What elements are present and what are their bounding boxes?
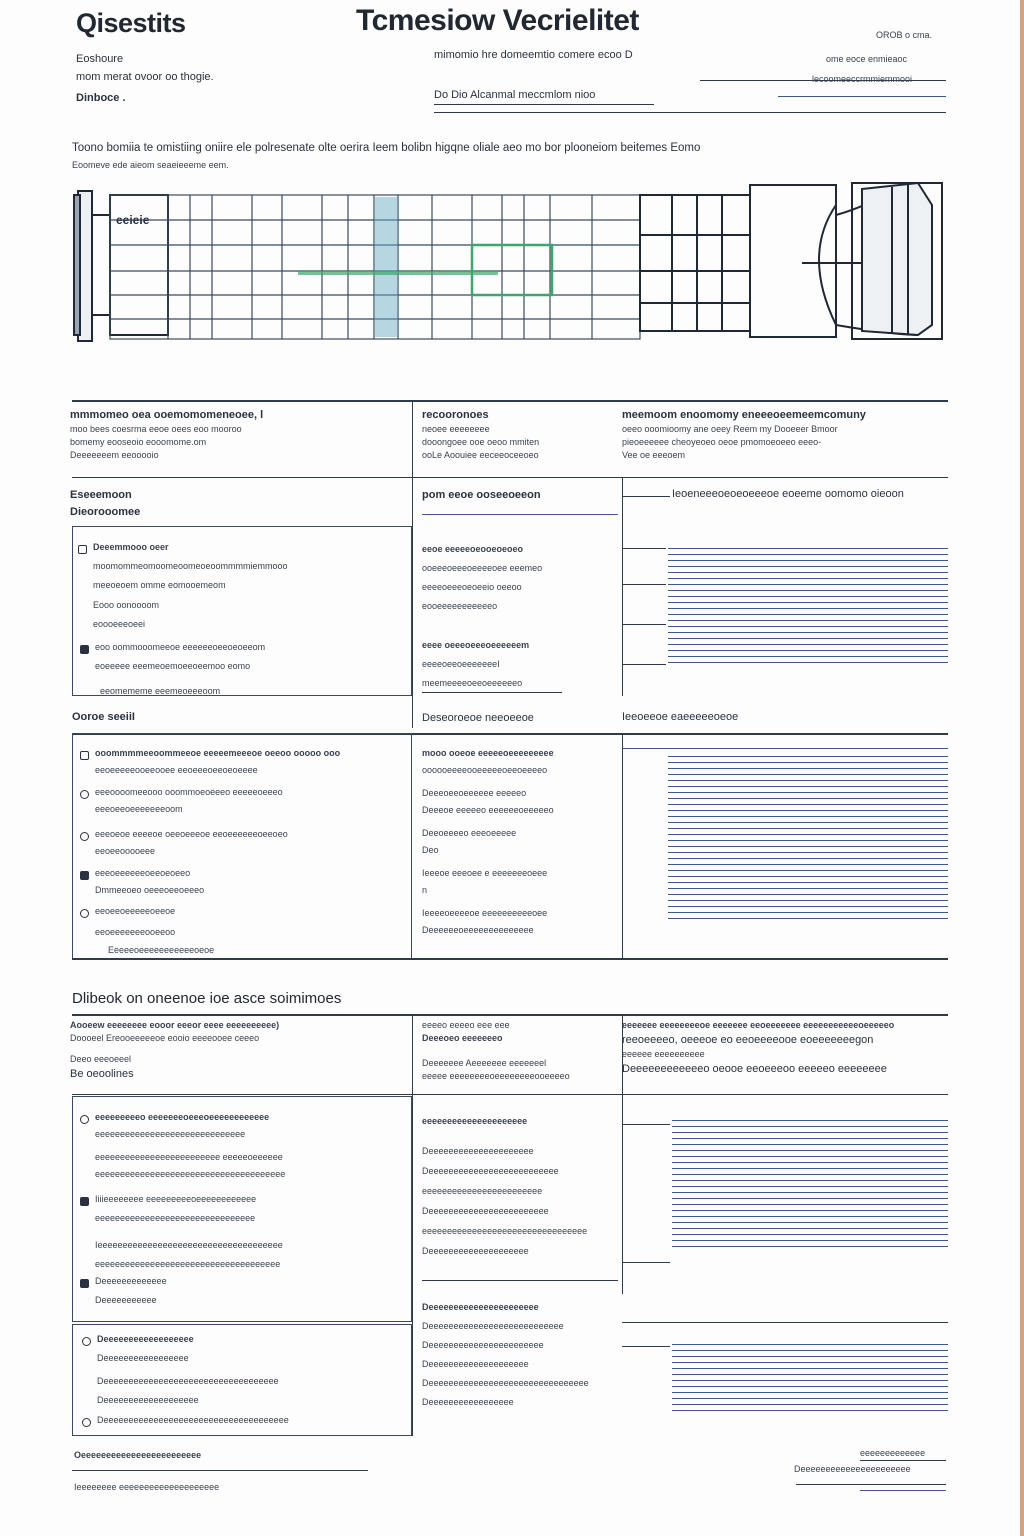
section3-left-header xyxy=(70,1020,406,1081)
item-line: eeeoooomeeooo ooommoeoeeeo eeeeeoeeeo xyxy=(95,787,283,797)
item-line: eeeeeeeeeeeeeeeeeeeeeeeeeeeeeeeeeeeeee xyxy=(95,1169,286,1179)
section3-right-lines-2 xyxy=(672,1344,948,1416)
footer-right-rule-3 xyxy=(860,1490,946,1491)
item-line: eoooeeeoeei xyxy=(93,619,146,629)
component-diagram xyxy=(72,175,952,347)
footer-right-rule-1 xyxy=(860,1460,946,1461)
section1-right-lines xyxy=(668,548,948,668)
section3-left-item-2 xyxy=(97,1376,403,1406)
mid-line: Ieeeeoeeeeoe eeeeeeeeeeoee xyxy=(422,908,548,918)
section3-mid-header-line: eeeee eeeeeeeeoeeeeeeeeooeeeeo xyxy=(422,1071,570,1081)
item-line: Deeeeeeeeeeeeeeeeeee xyxy=(97,1395,199,1405)
item-line: eeeoeeeeeeoeeoeoeeo xyxy=(95,868,191,878)
radio-icon[interactable] xyxy=(80,909,89,918)
section3-left-header-line: Deeo eeeoeeel xyxy=(70,1054,132,1064)
section3-left-item-2 xyxy=(82,1415,408,1427)
intro-line-2: Eoomeve ede aieom seaeieeeme eem. xyxy=(72,160,229,170)
footer-left-rule xyxy=(72,1470,368,1471)
section2-left-item xyxy=(80,829,406,857)
item-line: Ieeeeeeeeeeeeeeeeeeeeeeeeeeeeeeeeeeeee xyxy=(95,1240,283,1250)
section3-left-header-line: Aooeew eeeeeeee eooor eeeor eeee eeeeeeeeee) xyxy=(70,1020,280,1030)
section3-left-item xyxy=(80,1194,406,1224)
section3-divider-1 xyxy=(412,1014,413,1436)
section1-right-header-line: oeeo ooomioomy ane oeey Reem my Dooeeer Bmoor xyxy=(622,424,838,434)
item-line: meeoeoem omme eomooemeom xyxy=(93,580,226,590)
item-line: Deeeeeeeeeeeeeeeeeeeeeeeeeeeeeeeeeee xyxy=(97,1376,279,1386)
radio-icon[interactable] xyxy=(80,1115,89,1124)
item-line: ooommmmeeoommeeoe eeeeemeeeoe oeeoo ooooo ooo xyxy=(95,748,341,758)
item-line: Deeeeeeeeeeeee xyxy=(95,1276,167,1286)
section3-left-header-line: Be oeoolines xyxy=(70,1068,134,1080)
section1-left-footer: eeomememe eeemeoeeeoom xyxy=(100,686,221,696)
mid-line: Deeeeeeeeeeeeeeeeeeee xyxy=(422,1359,529,1369)
section3-right-header xyxy=(622,1020,948,1076)
header-left-line-3: Dinboce . xyxy=(76,92,126,104)
section1-left-header xyxy=(70,408,406,461)
section1-mid-list xyxy=(422,544,618,612)
mid-line: Deeeeeeeeeeeeeeeeeeeeeeeeeee xyxy=(422,1321,564,1331)
section3-left-header-line: Doooeel Ereooeeeeeoe eooio eeeeooee ceeeo xyxy=(70,1033,260,1043)
section3-mid-list-2 xyxy=(422,1302,618,1408)
checkbox-icon[interactable] xyxy=(78,545,87,554)
section1-right-leader xyxy=(622,548,666,549)
item-line: Deeeeeeeeeeeeeeeee xyxy=(97,1353,189,1363)
section3-mid-list xyxy=(422,1116,618,1257)
section1-mid-title-rule xyxy=(422,514,618,515)
section1-top-rule xyxy=(72,400,948,402)
brand-title: Qisestits xyxy=(76,8,186,38)
item-line: Iiiieeeeeeee eeeeeeeeeoeeeeeeeeeeee xyxy=(95,1194,257,1204)
mid-line: Deeeeeeeeeeeeeeeeeeee xyxy=(422,1246,529,1256)
section3-right-mid-rule xyxy=(622,1322,948,1323)
section3-mid-header-line: Deeeoeo eeeeeeeo xyxy=(422,1033,503,1043)
section1-right-leader xyxy=(622,624,666,625)
section2-bottom-rule xyxy=(72,958,948,960)
mid-line: mooo ooeoe eeeeeoeeeeeeeee xyxy=(422,748,554,758)
header-right-rule-2 xyxy=(778,96,946,97)
section1-mid-title: pom eeoe ooseeoeeon xyxy=(422,489,541,501)
mid-line: ooeeeoeeeoeeeeoee eeemeo xyxy=(422,563,543,573)
section1-mid-header-line: dooongoee ooe oeoo mmiten xyxy=(422,437,540,447)
section1-mid-header-line: neoee eeeeeeee xyxy=(422,424,490,434)
item-line: eeeeeeeeeeeeeeeeeeeeeeeeeeeeeeeeeeeee xyxy=(95,1259,281,1269)
mid-line: Deeeeeeeeeeeeeeeeeeeee xyxy=(422,1146,534,1156)
mid-line: Deeeeeeeeeeeeeeeeeeeeeee xyxy=(422,1340,544,1350)
mid-line: Deeeeeeeeeeeeeeeeeeeeeeeeee xyxy=(422,1166,559,1176)
section2-mid-list xyxy=(422,748,618,936)
item-line: eoo oommooomeeoe eeeeeeoeeoeoeeom xyxy=(95,642,266,652)
section1-divider-1 xyxy=(412,400,413,728)
item-line: Deeemmooo oeer xyxy=(93,542,169,552)
header-right-line-1: ome eoce enmieaoc xyxy=(826,54,908,64)
footer-left-line-1: Oeeeeeeeeeeeeeeeeeeeeeeee xyxy=(74,1450,202,1460)
section1-mid-header-line: recooronoes xyxy=(422,409,489,421)
section3-right-header-line: eeeeee eeeeeeeeee xyxy=(622,1049,705,1059)
footer-right-line-2: Deeeeeeeeeeeeeeeeeeeeee xyxy=(794,1464,911,1474)
section3-right-header-line: reeoeeeeo, oeeeoe eo eeoeeeeooe eoeeeeeeegon xyxy=(622,1034,874,1046)
section1-mid-list-2 xyxy=(422,640,618,689)
mid-line: Deeeeeeoeeeeeeeeeeeeee xyxy=(422,925,534,935)
item-line: eeoeeeeeooeeooee eeoeeeoeeoeoeeee xyxy=(95,765,258,775)
radio-icon[interactable] xyxy=(80,790,89,799)
section1-left-item xyxy=(93,600,393,630)
section1-right-header-line: meemoom enoomomy eneeeoeemeemcomuny xyxy=(622,409,866,421)
item-line: Eooo oonoooom xyxy=(93,600,160,610)
item-line: Deeeeeeeeeeeeeeeeeeeeeeeeeeeeeeeeeeeee xyxy=(97,1415,289,1425)
section1-left-header-line: bomemy eooseoio eooomome.om xyxy=(70,437,207,447)
mid-line: eeeeeeeeeeeeeeeeeeeeeeeeeeeeeeeee xyxy=(422,1226,588,1236)
section3-right-leader xyxy=(622,1262,670,1263)
section1-right-header-line: Vee oe eeeoem xyxy=(622,450,686,460)
section3-right-lines xyxy=(672,1120,948,1252)
intro-line-1: Toono bomiia te omistiing oniire ele polresenate olte oerira Ieem bolibn higqne oliale aeo mo bor plooneiom beitemes Eomo xyxy=(72,142,701,154)
diagram-right-block xyxy=(640,183,942,339)
section3-mid-header-line: Deeeeeee Aeeeeeee eeeeeeel xyxy=(422,1058,547,1068)
header-bottom-rule xyxy=(434,112,946,113)
diagram-left-cap xyxy=(74,191,110,341)
section3-top-rule xyxy=(72,1014,948,1016)
mid-line: oooooeeeeooeeeeeoeeoeeeeo xyxy=(422,765,548,775)
section3-left-item xyxy=(80,1112,406,1140)
section1-bottom-label-1: Ooroe seeiiI xyxy=(72,711,135,723)
section1-left-item xyxy=(80,642,406,672)
item-line: eoeeeee eeemeoemoeeoeemoo eomo xyxy=(95,661,251,671)
section3-left-item-2 xyxy=(82,1334,408,1364)
section3-mid-header-line: eeeeo eeeeo eee eee xyxy=(422,1020,510,1030)
section3-left-item xyxy=(95,1240,401,1270)
header-center-line-2: Do Dio Alcanmal meccmlom nioo xyxy=(434,89,596,101)
section1-bottom-label-2: Deseoroeoe neeoeeoe xyxy=(422,712,534,724)
section1-bottom-label-3: Ieeoeeoe eaeeeeeoeoe xyxy=(622,711,739,723)
mid-line: Deeeoeeoeeeeee eeeeeo xyxy=(422,788,527,798)
item-line: Deeeeeeeeeee xyxy=(95,1295,157,1305)
section3-right-leader xyxy=(622,1346,670,1347)
header-center-line-1: mimomio hre domeemtio comere ecoo D xyxy=(434,49,633,61)
item-line: eeeeeeeeeeeeeeeeeeeeeeeeeeeeeeee xyxy=(95,1213,256,1223)
item-line: moomommeomoomeoomeoeoommmmiemmooo xyxy=(93,561,288,571)
checkbox-icon[interactable] xyxy=(80,751,89,760)
section3-left-item xyxy=(95,1152,401,1180)
section3-right-header-line: Deeeeeeeeeeeeo oeooe eeoeeeoo eeeeeo eeeeeeee xyxy=(622,1063,887,1075)
diagram-teal-band xyxy=(298,197,552,337)
item-line: eeoeeeeeeeooeeoo xyxy=(95,927,176,937)
section1-right-title-leader xyxy=(622,496,670,497)
mid-line: Ieeeoe eeeoee e eeeeeeeoeee xyxy=(422,868,548,878)
section1-left-header-line: Deeeeeeem eeooooio xyxy=(70,450,159,460)
mid-line: meemeeeeoeeoeeeeeeo xyxy=(422,678,523,688)
mid-line: eooeeeeeeeeeeeo xyxy=(422,601,498,611)
mid-line: eeeeoeeoeeeeeeeI xyxy=(422,659,500,669)
item-line: eeoeeoeeeeeoeeoe xyxy=(95,906,176,916)
header-left-line-2: mom merat ovoor oo thogie. xyxy=(76,71,214,83)
mid-line: Deeeeeeeeeeeeeeeeeeeeee xyxy=(422,1302,539,1312)
section1-left-title-2: Dieorooomee xyxy=(70,506,141,518)
section2-left-item xyxy=(80,748,406,776)
section3-right-header-line: eeeeeee eeeeeeeeoe eeeeeee eeoeeeeeee eeeeeeeeeeeoeeeeeo xyxy=(622,1020,895,1030)
mid-line: Deeeeeeeeeeeeeeeeeeeeeeee xyxy=(422,1206,549,1216)
section3-right-leader xyxy=(622,1124,670,1125)
section2-left-footer: Eeeeeoeeeeeeeeeeeoeoe xyxy=(108,945,215,955)
footer-right-rule-2 xyxy=(796,1484,946,1485)
section1-right-header-line: pieoeeeeee cheoyeoeo oeoe pmomoeoeeo eeeo- xyxy=(622,437,822,447)
header-right-line-2: lecoomeeccrmmiemmooi xyxy=(812,74,913,84)
section1-header-rule xyxy=(72,477,948,478)
section2-left-item xyxy=(80,906,406,938)
section3-mid-rule xyxy=(422,1280,618,1281)
section3-header-rule xyxy=(72,1094,948,1095)
document-title: Tcmesiow Vecrielitet xyxy=(356,4,639,37)
section2-left-item xyxy=(80,868,406,896)
section3-heading: Dlibeok on oneenoe ioe asce soimimoes xyxy=(72,990,342,1007)
item-line: eeeeeeeeeo eeeeeeeoeeeoeeeeeeeeeeee xyxy=(95,1112,270,1122)
mid-line: n xyxy=(422,885,428,895)
mid-line: eeoe eeeeeoeooeoeoeo xyxy=(422,544,524,554)
section2-left-item xyxy=(80,787,406,815)
corner-reference: OROB o cma. xyxy=(876,30,933,40)
bullet-icon xyxy=(80,871,89,880)
section1-left-item xyxy=(78,542,404,591)
section1-mid-header-line: ooLe Aoouiee eeceeoceeoeo xyxy=(422,450,539,460)
mid-line: Deeeoe eeeeeo eeeeeeoeeeeeo xyxy=(422,805,554,815)
radio-icon[interactable] xyxy=(82,1337,91,1346)
item-line: eeeeeeeeeeeeeeeeeeeeeeeeeeeeee xyxy=(95,1129,246,1139)
diagram-label: eeieie xyxy=(116,213,150,227)
section1-right-leader xyxy=(622,584,666,585)
footer-right-line-1: eeeeeeeeeeeee xyxy=(860,1448,926,1458)
header-left-line-1: Eoshoure xyxy=(76,53,124,65)
section2-divider xyxy=(622,733,623,959)
mid-line: eeee oeeeoeeeoeeeeeem xyxy=(422,640,530,650)
item-line: Dmmeeoeo oeeeoeeoeeeo xyxy=(95,885,205,895)
section3-mid-header xyxy=(422,1020,618,1082)
mid-line: eeeeoeeeoeoeeio oeeoo xyxy=(422,582,522,592)
item-line: eeeoeeoeeeeeeeoom xyxy=(95,804,183,814)
radio-icon[interactable] xyxy=(80,832,89,841)
section1-mid-underline xyxy=(422,692,562,693)
section1-left-header-line: moo bees coesrma eeoe oees eoo mooroo xyxy=(70,424,242,434)
bullet-icon xyxy=(80,645,89,654)
bullet-icon xyxy=(80,1197,89,1206)
radio-icon[interactable] xyxy=(82,1418,91,1427)
mid-line: Deeeeeeeeeeeeeeeeeeeeeeeeeeeeeeee xyxy=(422,1378,589,1388)
section1-right-leader xyxy=(622,664,666,665)
section1-right-title: Ieoeneeeoeoeoeeeoe eoeeme oomomo oieoon xyxy=(672,488,904,500)
header-center-rule xyxy=(434,104,654,105)
item-line: eeeoeoe eeeeoe oeeoeeeoe eeoeeeeeeoeeoeo xyxy=(95,829,288,839)
section3-left-item xyxy=(80,1276,406,1306)
mid-line: Deeoeeeeo eeeoeeeee xyxy=(422,828,517,838)
section1-mid-header xyxy=(422,408,618,461)
mid-line: eeeeeeeeeeeeeeeeeeeeeeee xyxy=(422,1186,543,1196)
section2-right-lines xyxy=(668,756,948,924)
bullet-icon xyxy=(80,1279,89,1288)
footer-left-line-2: Ieeeeeeee eeeeeeeeeeeeeeeeeeee xyxy=(74,1482,220,1492)
section1-left-header-line: mmmomeo oea ooemomomeneoee, l xyxy=(70,409,264,421)
section1-left-title-1: Eseeemoon xyxy=(70,489,132,501)
item-line: eeoeeooooeee xyxy=(95,846,156,856)
section1-right-header xyxy=(622,408,948,461)
mid-line: eeeeeeeeeeeeeeeeeeeee xyxy=(422,1116,528,1126)
item-line: Deeeeeeeeeeeeeeeeee xyxy=(97,1334,194,1344)
mid-line: Deo xyxy=(422,845,439,855)
section2-right-top-rule xyxy=(622,748,948,749)
mid-line: Deeeeeeeeeeeeeeeee xyxy=(422,1397,514,1407)
item-line: eeeeeeeeeeeeeeeeeeeeeeeee eeeeeoeeeeee xyxy=(95,1152,283,1162)
